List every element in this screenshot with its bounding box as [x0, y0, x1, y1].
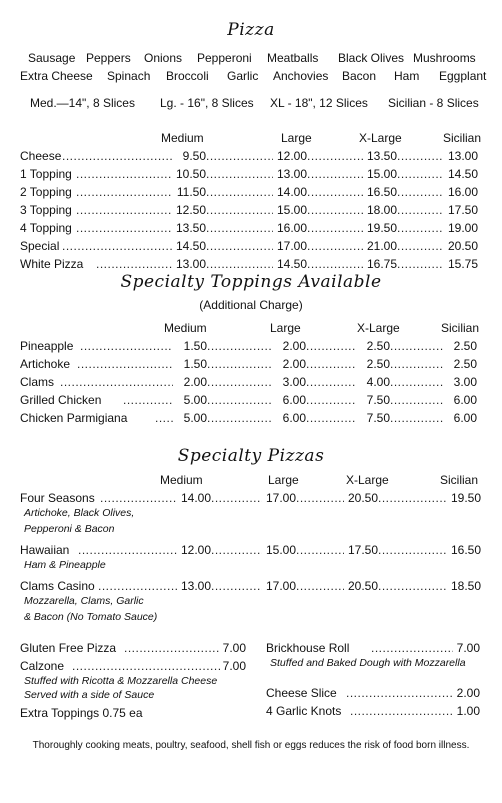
col-medium: Medium: [161, 131, 204, 145]
leader: [306, 392, 356, 408]
price: 16.00: [276, 221, 307, 235]
leader: [206, 238, 273, 254]
calzone-desc-1: Stuffed with Ricotta & Mozzarella Cheese: [24, 675, 218, 687]
leader: [62, 238, 172, 254]
topping: Meatballs: [267, 51, 319, 65]
price: 17.00: [265, 491, 296, 505]
leader: [390, 392, 443, 408]
col-xlarge: X-Large: [346, 473, 389, 487]
price: 2.50: [366, 339, 390, 353]
food-safety-notice: Thoroughly cooking meats, poultry, seafood, shell fish or eggs reduces the risk of food born illness.: [32, 740, 470, 751]
price: 16.50: [450, 543, 481, 557]
topping: Pepperoni: [197, 51, 252, 65]
price: 13.00: [175, 257, 206, 271]
leader: [397, 166, 444, 182]
price-row: [0, 578, 502, 594]
col-sicilian: Sicilian: [443, 131, 482, 145]
price: 5.00: [183, 393, 207, 407]
leader: [207, 392, 272, 408]
leader: [397, 238, 444, 254]
price: 7.50: [366, 411, 390, 425]
leader: [307, 238, 363, 254]
price: 16.00: [447, 185, 478, 199]
item-name: Cheese Slice: [266, 686, 337, 700]
leader: [206, 166, 273, 182]
item-price: 1.00: [456, 704, 480, 718]
leader: [98, 578, 177, 594]
price: 14.50: [175, 239, 206, 253]
price: 14.50: [276, 257, 307, 271]
item-name: 3 Topping: [20, 203, 72, 217]
garlic-knots-item: [0, 703, 502, 719]
item-name: Cheese: [20, 149, 62, 163]
price: 2.00: [282, 357, 306, 371]
leader: [207, 338, 272, 354]
price: 1.50: [183, 339, 207, 353]
price: 9.50: [182, 149, 206, 163]
toppings-line-2: [20, 69, 490, 85]
leader: [206, 148, 273, 164]
item-description: Ham & Pineapple: [24, 559, 106, 571]
col-large: Large: [268, 473, 299, 487]
leader: [206, 256, 273, 272]
size-large: Lg. - 16", 8 Slices: [160, 96, 254, 110]
price-row: [0, 338, 502, 354]
price-row: [0, 184, 502, 200]
leader: [397, 256, 444, 272]
topping: Onions: [144, 51, 183, 65]
leader: [80, 338, 173, 354]
leader: [155, 410, 173, 426]
price: 17.00: [265, 579, 296, 593]
item-name: Hawaiian: [20, 543, 70, 557]
leader: [306, 374, 356, 390]
leader: [306, 356, 356, 372]
price: 20.50: [347, 579, 378, 593]
price: 19.50: [450, 491, 481, 505]
leader: [397, 202, 444, 218]
price: 3.00: [282, 375, 306, 389]
leader: [211, 542, 262, 558]
size-xlarge: XL - 18", 12 Slices: [270, 96, 368, 110]
price: 13.50: [366, 149, 397, 163]
leader: [77, 356, 173, 372]
topping: Garlic: [227, 69, 259, 83]
price: 13.00: [276, 167, 307, 181]
specialty-pizzas-title: Specialty Pizzas: [177, 446, 325, 466]
price: 12.50: [175, 203, 206, 217]
price: 13.00: [447, 149, 478, 163]
leader: [211, 578, 262, 594]
item-description: Artichoke, Black Olives,: [24, 507, 135, 519]
leader: [397, 184, 444, 200]
specialty-toppings-title: Specialty Toppings Available: [120, 272, 382, 292]
topping: Mushrooms: [413, 51, 476, 65]
item-description: & Bacon (No Tomato Sauce): [24, 611, 158, 623]
leader: [206, 184, 273, 200]
leader: [296, 542, 344, 558]
pizza-title: Pizza: [227, 20, 275, 40]
leader: [397, 148, 444, 164]
leader: [211, 490, 262, 506]
price: 13.00: [180, 579, 211, 593]
leader: [123, 392, 173, 408]
price: 20.50: [447, 239, 478, 253]
price: 14.00: [276, 185, 307, 199]
price: 15.75: [447, 257, 478, 271]
price: 6.00: [453, 393, 477, 407]
calzone-desc-2: Served with a side of Sauce: [24, 689, 155, 701]
price: 4.00: [366, 375, 390, 389]
price-row: [0, 166, 502, 182]
item-name: Clams: [20, 375, 55, 389]
leader: [76, 202, 172, 218]
leader: [378, 490, 447, 506]
brickhouse-desc: Stuffed and Baked Dough with Mozzarella: [270, 657, 466, 669]
topping: Sausage: [28, 51, 76, 65]
price-row: [0, 148, 502, 164]
price-row: [0, 542, 502, 558]
item-name: Calzone: [20, 659, 65, 673]
price: 5.00: [183, 411, 207, 425]
leader: [397, 220, 444, 236]
price-row: [0, 490, 502, 506]
leader: [76, 184, 172, 200]
leader: [72, 658, 220, 674]
price: 15.00: [276, 203, 307, 217]
price: 2.00: [183, 375, 207, 389]
col-sicilian: Sicilian: [440, 473, 479, 487]
col-medium: Medium: [164, 321, 207, 335]
price: 16.50: [366, 185, 397, 199]
topping: Ham: [394, 69, 420, 83]
item-name: Brickhouse Roll: [266, 641, 350, 655]
leader: [76, 166, 172, 182]
leader: [206, 220, 273, 236]
leader: [78, 542, 177, 558]
item-price: 7.00: [222, 659, 246, 673]
price: 17.50: [347, 543, 378, 557]
topping: Eggplant: [439, 69, 487, 83]
leader: [207, 356, 272, 372]
price: 14.50: [447, 167, 478, 181]
leader: [62, 148, 172, 164]
price: 2.50: [453, 339, 477, 353]
price: 15.00: [265, 543, 296, 557]
col-xlarge: X-Large: [359, 131, 402, 145]
brickhouse-roll-item: [0, 640, 502, 656]
topping: Anchovies: [273, 69, 329, 83]
price: 7.50: [366, 393, 390, 407]
extra-toppings-label: Extra Toppings 0.75 ea: [20, 706, 143, 720]
price-row: [0, 374, 502, 390]
price: 18.00: [366, 203, 397, 217]
price: 6.00: [282, 393, 306, 407]
price: 14.00: [180, 491, 211, 505]
price: 19.50: [366, 221, 397, 235]
price: 17.00: [276, 239, 307, 253]
leader: [296, 490, 344, 506]
price: 12.00: [180, 543, 211, 557]
price: 12.00: [276, 149, 307, 163]
item-description: Mozzarella, Clams, Garlic: [24, 595, 144, 607]
specialty-headers: [0, 472, 502, 488]
price: 2.50: [366, 357, 390, 371]
leader: [206, 202, 273, 218]
item-name: 4 Garlic Knots: [266, 704, 342, 718]
leader: [60, 374, 173, 390]
price: 2.00: [282, 339, 306, 353]
item-price: 2.00: [456, 686, 480, 700]
topping: Bacon: [342, 69, 377, 83]
col-large: Large: [270, 321, 301, 335]
leader: [307, 220, 363, 236]
item-name: Gluten Free Pizza: [20, 641, 117, 655]
price-row: [0, 392, 502, 408]
price: 19.00: [447, 221, 478, 235]
leader: [371, 640, 453, 656]
size-sicilian: Sicilian - 8 Slices: [388, 96, 479, 110]
item-name: Pineapple: [20, 339, 74, 353]
price: 6.00: [282, 411, 306, 425]
toppings-line-1: [28, 51, 484, 67]
price-row: [0, 238, 502, 254]
item-name: Special: [20, 239, 60, 253]
item-name: 4 Topping: [20, 221, 72, 235]
leader: [307, 256, 363, 272]
leader: [390, 356, 443, 372]
item-price: 7.00: [456, 641, 480, 655]
price-row: [0, 202, 502, 218]
price: 13.50: [175, 221, 206, 235]
price: 3.00: [453, 375, 477, 389]
price-row: [0, 220, 502, 236]
item-name: White Pizza: [20, 257, 84, 271]
price: 10.50: [175, 167, 206, 181]
col-large: Large: [281, 131, 312, 145]
price: 21.00: [366, 239, 397, 253]
item-name: 2 Topping: [20, 185, 72, 199]
leader: [378, 542, 447, 558]
leader: [390, 374, 443, 390]
item-name: Clams Casino: [20, 579, 95, 593]
leader: [96, 256, 172, 272]
price: 20.50: [347, 491, 378, 505]
pizza-headers: [0, 130, 502, 146]
price-row: [0, 410, 502, 426]
price: 16.75: [366, 257, 397, 271]
leader: [100, 490, 177, 506]
size-info: [30, 96, 490, 112]
price: 15.00: [366, 167, 397, 181]
leader: [307, 166, 363, 182]
price-row: [0, 356, 502, 372]
price: 11.50: [176, 185, 206, 199]
leader: [296, 578, 344, 594]
price: 18.50: [450, 579, 481, 593]
col-sicilian: Sicilian: [441, 321, 480, 335]
topping: Peppers: [86, 51, 131, 65]
price: 2.50: [453, 357, 477, 371]
additional-charge-note: (Additional Charge): [199, 298, 303, 312]
item-name: Four Seasons: [20, 491, 95, 505]
item-name: Artichoke: [20, 357, 71, 371]
leader: [390, 338, 443, 354]
item-name: 1 Topping: [20, 167, 72, 181]
leader: [346, 685, 453, 701]
leader: [307, 202, 363, 218]
toppings-headers: [0, 320, 502, 336]
leader: [307, 184, 363, 200]
item-price: 7.00: [222, 641, 246, 655]
leader: [378, 578, 447, 594]
item-description: Pepperoni & Bacon: [24, 523, 115, 535]
price: 1.50: [183, 357, 207, 371]
leader: [207, 410, 272, 426]
leader: [306, 338, 356, 354]
price: 6.00: [453, 411, 477, 425]
leader: [306, 410, 356, 426]
leader: [307, 148, 363, 164]
item-name: Chicken Parmigiana: [20, 411, 128, 425]
col-xlarge: X-Large: [357, 321, 400, 335]
leader: [390, 410, 443, 426]
leader: [207, 374, 272, 390]
size-medium: Med.—14", 8 Slices: [30, 96, 135, 110]
leader: [76, 220, 172, 236]
topping: Black Olives: [338, 51, 405, 65]
col-medium: Medium: [160, 473, 203, 487]
topping: Spinach: [107, 69, 151, 83]
leader: [350, 703, 453, 719]
topping: Broccoli: [166, 69, 209, 83]
cheese-slice-item: [0, 685, 502, 701]
price-row: [0, 256, 502, 272]
price: 17.50: [447, 203, 478, 217]
topping: Extra Cheese: [20, 69, 93, 83]
item-name: Grilled Chicken: [20, 393, 102, 407]
